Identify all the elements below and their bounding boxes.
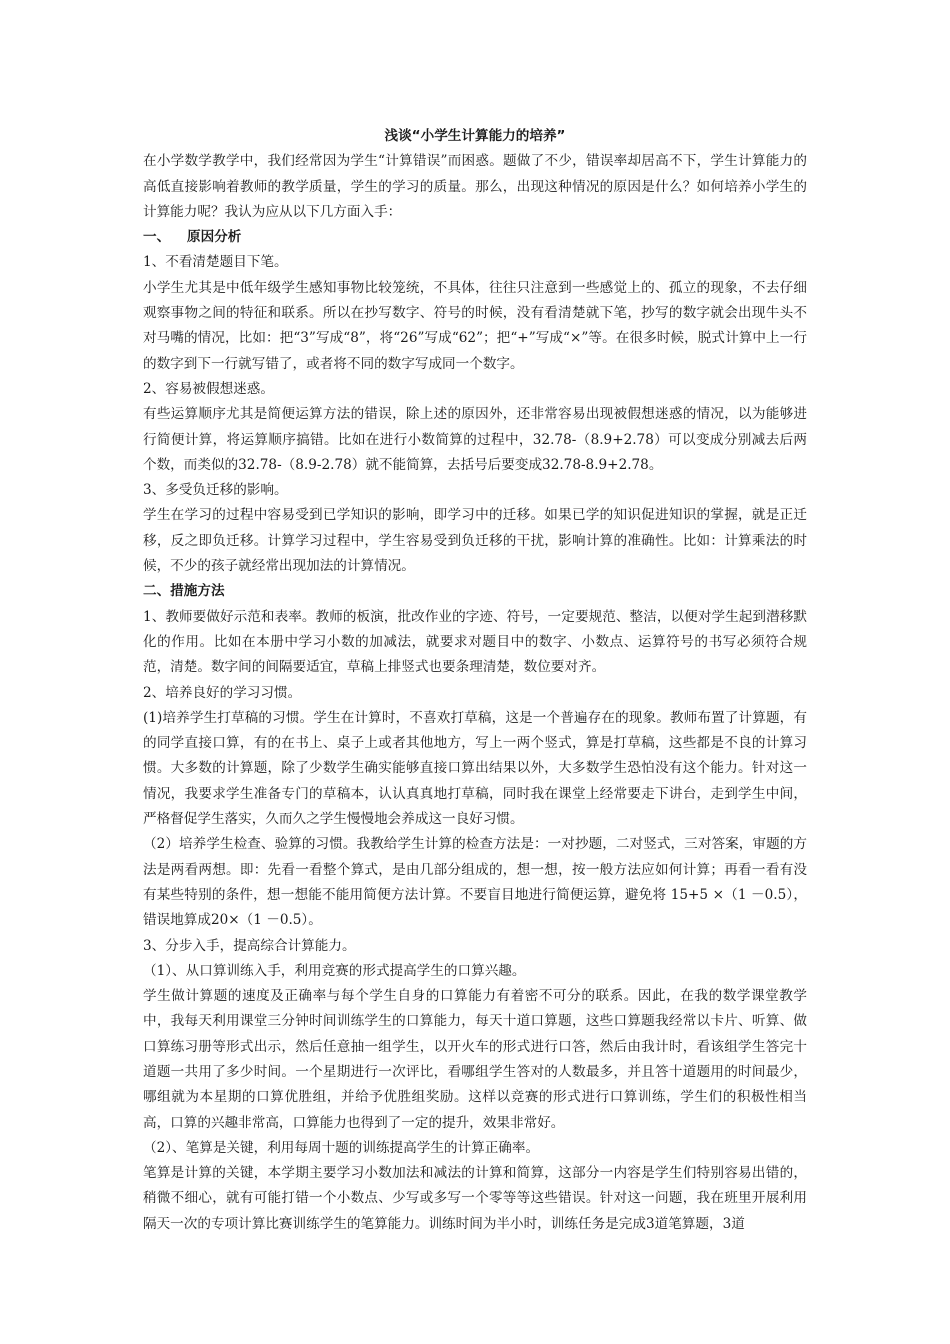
section2-measure1: 1、教师要做好示范和表率。教师的板演，批改作业的字迹、符号，一定要规范、整洁，以便对学生起到潜移默化的作用。比如在本册中学习小数的加减法，就要求对题目中的数字、小数点、运算符号的书写必须符合规范，清楚。数字间的间隔要适宜，草稿上排竖式也要条理清楚，数位要对齐。 — [143, 608, 807, 676]
section2-heading: 二、措施方法 — [143, 583, 225, 600]
section2-measure2-title: 2、培养良好的学习习惯。 — [143, 684, 302, 701]
section1-item2-title: 2、容易被假想迷惑。 — [143, 380, 274, 397]
section1-item1-body: 小学生尤其是中低年级学生感知事物比较笼统，不具体，往往只注意到一些感觉上的、孤立的现象，不去仔细观察事物之间的特征和联系。所以在抄写数字、符号的时候，没有看清楚就下笔，抄写的数字就会出现牛头不对马嘴的情况，比如：把“3”写成“8”，将“26”写成“62”；把“+”写成“×”等。在很多时候，脱式计算中上一行的数字到下一行就写错了，或者将不同的数字写成同一个数字。 — [143, 279, 807, 372]
section1-heading — [143, 225, 807, 250]
document-title: 浅谈“小学生计算能力的培养” — [384, 128, 566, 144]
section2-measure3-point1-title: （1）、从口算训练入手，利用竞赛的形式提高学生的口算兴趣。 — [143, 962, 526, 979]
section2-measure3-point2-title: （2）、笔算是关键，利用每周十题的训练提高学生的计算正确率。 — [143, 1139, 540, 1156]
section1-item2-body: 有些运算顺序尤其是简便运算方法的错误，除上述的原因外，还非常容易出现被假想迷惑的情况，以为能够进行简便计算，将运算顺序搞错。比如在进行小数简算的过程中，32.78-（8.9+2.78）可以变成分别减去后两个数，而类似的32.78-（8.9-2.78）就不能简算，去括号后要变成32.78-8.9+2.78。 — [143, 406, 807, 473]
section1-title: 原因分析 — [187, 229, 242, 246]
document-page — [143, 124, 807, 1237]
section2-measure2-point2: （2）培养学生检查、验算的习惯。我教给学生计算的检查方法是：一对抄题，二对竖式，三对答案，审题的方法是两看两想。即：先看一看整个算式，是由几部分组成的，想一想，按一般方法应如何计算；再看一看有没有某些特别的条件，想一想能不能用简便方法计算。不要盲目地进行简便运算，避免将 15+5 ×（1 －0.5），错误地算成20×（1 －0.5）。 — [143, 836, 807, 929]
section1-item3-title: 3、多受负迁移的影响。 — [143, 482, 288, 499]
section2-measure3-title: 3、分步入手，提高综合计算能力。 — [143, 937, 356, 954]
section1-item1-title: 1、不看清楚题目下笔。 — [143, 254, 288, 271]
section1-number: 一、 — [143, 229, 171, 246]
section1-item3-body: 学生在学习的过程中容易受到已学知识的影响，即学习中的迁移。如果已学的知识促进知识的掌握，就是正迁移，反之即负迁移。计算学习过程中，学生容易受到负迁移的干扰，影响计算的准确性。比如：计算乘法的时候，不少的孩子就经常出现加法的计算情况。 — [143, 507, 807, 575]
section2-measure3-point1-body: 学生做计算题的速度及正确率与每个学生自身的口算能力有着密不可分的联系。因此，在我的数学课堂教学中，我每天利用课堂三分钟时间训练学生的口算能力，每天十道口算题，这些口算题我经常以卡片、听算、做口算练习册等形式出示，然后任意抽一组学生，以开火车的形式进行口答，然后由我计时，看该组学生答完十道题一共用了多少时间。一个星期进行一次评比，看哪组学生答对的人数最多，并且答十道题用的时间最少，哪组就为本星期的口算优胜组，并给予优胜组奖励。这样以竞赛的形式进行口算训练，学生们的积极性相当高，口算的兴趣非常高，口算能力也得到了一定的提升，效果非常好。 — [143, 988, 807, 1131]
section2-measure3-point2-body: 笔算是计算的关键，本学期主要学习小数加法和减法的计算和简算，这部分一内容是学生们特别容易出错的，稍微不细心，就有可能打错一个小数点、少写或多写一个零等等这些错误。针对这一问题，我在班里开展利用隔天一次的专项计算比赛训练学生的笔算能力。训练时间为半小时，训练任务是完成3道笔算题，3道 — [143, 1165, 807, 1232]
intro-paragraph: 在小学数学教学中，我们经常因为学生“计算错误”而困惑。题做了不少，错误率却居高不下，学生计算能力的高低直接影响着教师的教学质量，学生的学习的质量。那么，出现这种情况的原因是什么？如何培养小学生的计算能力呢？我认为应从以下几方面入手： — [143, 153, 807, 220]
section2-measure2-point1: (1)培养学生打草稿的习惯。学生在计算时，不喜欢打草稿，这是一个普遍存在的现象。教师布置了计算题，有的同学直接口算，有的在书上、桌子上或者其他地方，写上一两个竖式，算是打草稿，这些都是不良的计算习惯。大多数的计算题，除了少数学生确实能够直接口算出结果以外，大多数学生恐怕没有这个能力。针对这一情况，我要求学生准备专门的草稿本，认认真真地打草稿，同时我在课堂上经常要走下讲台，走到学生中间，严格督促学生落实，久而久之学生慢慢地会养成这一良好习惯。 — [143, 709, 807, 828]
